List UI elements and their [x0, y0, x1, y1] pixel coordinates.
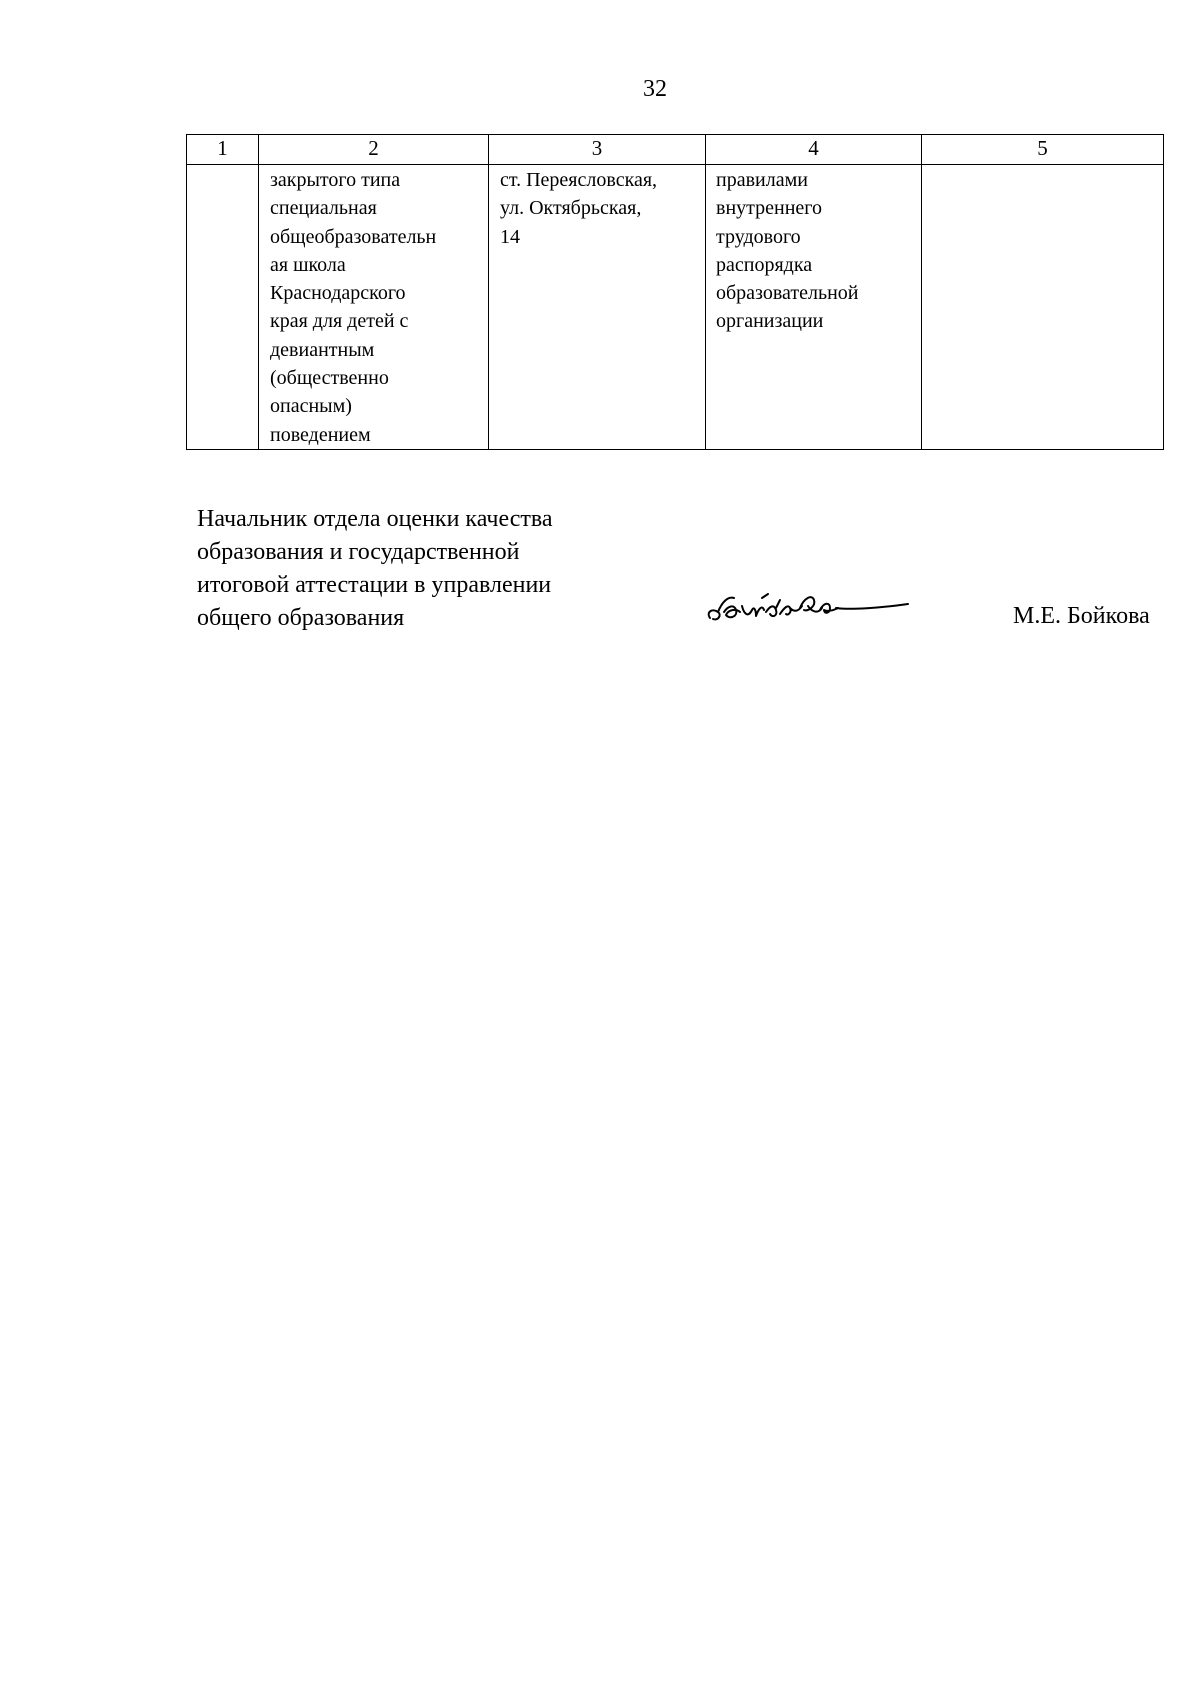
cell-line: девиантным — [270, 338, 375, 361]
cell-line: опасным) — [270, 395, 352, 418]
signer-name: М.Е. Бойкова — [1013, 603, 1150, 629]
cell-institution-name — [259, 165, 489, 450]
cell-rules — [706, 165, 922, 450]
column-header-4: 4 — [706, 135, 922, 165]
cell-line: образовательной — [716, 282, 859, 305]
cell-line: организации — [716, 310, 824, 333]
position-line: Начальник отдела оценки качества — [197, 506, 553, 532]
page-number: 32 — [643, 76, 667, 102]
cell-address — [489, 165, 706, 450]
cell-line: поведением — [270, 423, 371, 446]
cell-line: внутреннего — [716, 197, 822, 220]
position-line: образования и государственной — [197, 539, 520, 565]
cell-line: распорядка — [716, 253, 813, 276]
cell-line: ст. Переясловская, — [500, 169, 658, 191]
document-table — [186, 134, 1164, 450]
cell-line: ая школа — [270, 253, 346, 276]
column-header-3: 3 — [489, 135, 706, 165]
table-row — [187, 165, 1164, 450]
cell-line: правилами — [716, 169, 808, 191]
cell-line: Краснодарского — [270, 282, 406, 305]
cell-line: ул. Октябрьская, — [500, 197, 642, 220]
column-header-5: 5 — [922, 135, 1164, 165]
column-header-2: 2 — [259, 135, 489, 165]
cell-line: закрытого типа — [270, 169, 401, 191]
handwritten-signature — [704, 588, 914, 628]
cell-line: трудового — [716, 225, 801, 248]
column-header-1: 1 — [187, 135, 259, 165]
position-line: итоговой аттестации в управлении — [197, 572, 552, 598]
cell-line: края для детей с — [270, 310, 409, 333]
cell-line: общеобразовательн — [270, 225, 437, 248]
position-line: общего образования — [197, 605, 405, 631]
table-header-row — [187, 135, 1164, 165]
cell-col5 — [922, 165, 1164, 450]
signatory-position — [197, 503, 553, 635]
cell-col1 — [187, 165, 259, 450]
cell-line: 14 — [500, 225, 520, 248]
cell-line: (общественно — [270, 367, 389, 390]
cell-line: специальная — [270, 197, 377, 220]
